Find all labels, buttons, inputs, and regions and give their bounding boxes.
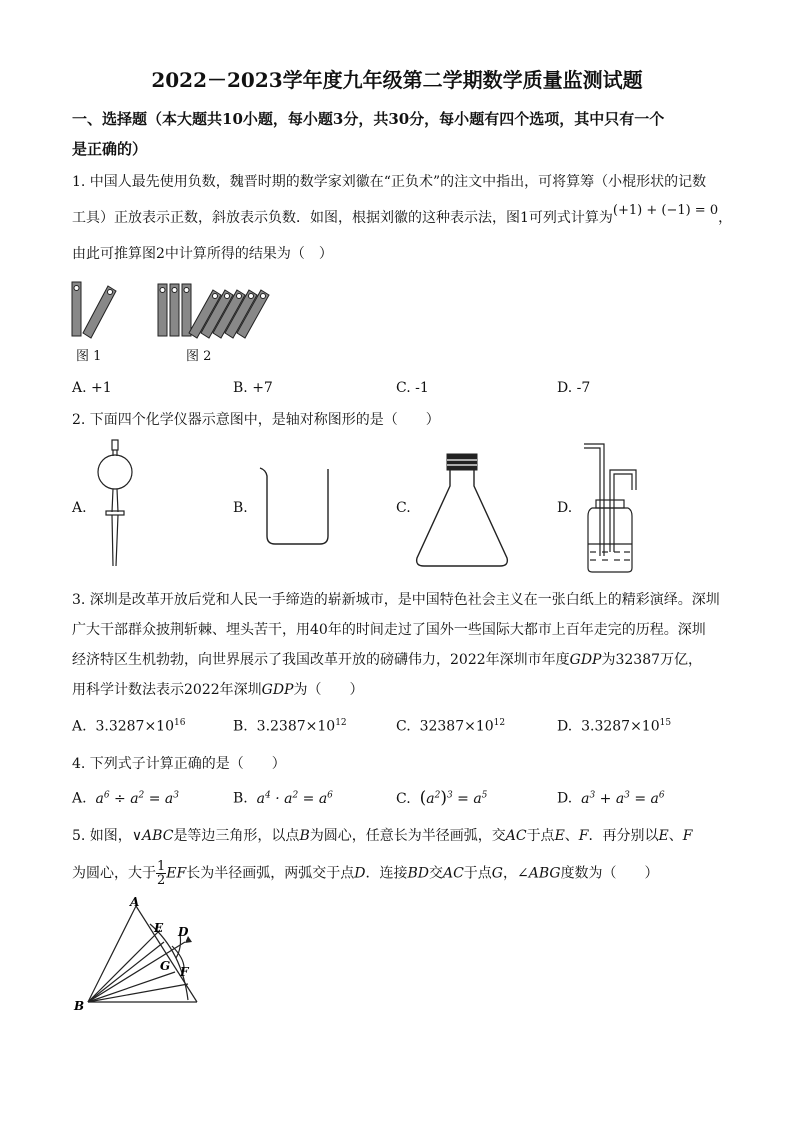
option-value: 32387×10 bbox=[419, 718, 494, 735]
q5-text: 、 bbox=[668, 828, 683, 844]
q3-line3-suffix: 为32387万亿， bbox=[601, 652, 703, 668]
q5-text: 度数为（ ） bbox=[560, 865, 659, 882]
counting-rods-figure bbox=[70, 278, 280, 344]
q3-line3 bbox=[72, 650, 702, 670]
q5-point: F bbox=[578, 828, 589, 844]
label-f: F bbox=[180, 965, 189, 979]
q4-option-b: B. $a^4 \cdot a^2 = a^6$ bbox=[233, 790, 333, 807]
q3-line2: 广大干部群众披荆斩棘、埋头苦干，用40年的时间走过了国外一些国际大都市上百年走完的历程。深圳 bbox=[72, 622, 706, 638]
q5-text: 为圆心，大于 bbox=[72, 865, 156, 882]
q1-option-b: B. +7 bbox=[233, 380, 273, 396]
q5-text: 长为半径画弧，两弧交于点 bbox=[186, 865, 355, 882]
q1-line3: 由此可推算图2中计算所得的结果为（ ） bbox=[72, 246, 333, 262]
conical-flask-illustration bbox=[412, 452, 512, 572]
q2-option-a: A. bbox=[72, 500, 87, 516]
q5-text: ．再分别以 bbox=[588, 828, 659, 844]
q3-option-b bbox=[233, 718, 347, 735]
q3-option-a bbox=[72, 718, 185, 735]
fig1-label: 图 1 bbox=[76, 349, 102, 364]
q4-option-a: A. $a^6 \div a^2 = a^3$ bbox=[72, 790, 179, 807]
section-header-line1: 一、选择题（本大题共10小题，每小题3分，共30分，每小题有四个选项，其中只有一个 bbox=[72, 110, 665, 128]
q5-point: G bbox=[491, 865, 503, 882]
fraction-denominator: 2 bbox=[157, 873, 166, 888]
q5-segment: AC bbox=[442, 865, 464, 882]
q5-point: D bbox=[354, 865, 366, 882]
fraction-numerator: 1 bbox=[157, 859, 166, 874]
q5-text: 5. 如图， bbox=[72, 828, 132, 844]
q5-text: 为圆心，任意长为半径画弧，交 bbox=[309, 828, 506, 844]
q5-text: ．连接 bbox=[365, 865, 408, 882]
q3-line1: 3. 深圳是改革开放后党和人民一手缔造的崭新城市，是中国特色社会主义在一张白纸上的精彩演绎。深圳 bbox=[72, 592, 720, 608]
gas-washing-bottle-illustration bbox=[580, 440, 640, 576]
option-value: 3.3287×10 bbox=[581, 718, 660, 735]
fig2-label: 图 2 bbox=[186, 349, 212, 364]
q5-text: 于点 bbox=[526, 828, 555, 844]
label-e: E bbox=[154, 921, 164, 935]
q2-line1: 2. 下面四个化学仪器示意图中，是轴对称图形的是（ ） bbox=[72, 412, 440, 428]
q1-equation: (+1) + (−1) = 0 bbox=[612, 203, 719, 218]
option-label: A. bbox=[72, 790, 87, 807]
q1-line2-text: 工具）正放表示正数，斜放表示负数．如图，根据刘徽的这种表示法，图1可列式计算为 bbox=[72, 210, 613, 226]
q4-line1: 4. 下列式子计算正确的是（ ） bbox=[72, 756, 286, 772]
q5-point: E bbox=[658, 828, 669, 844]
q1-option-d: D. -7 bbox=[557, 380, 591, 396]
q3-gdp: GDP bbox=[569, 652, 602, 668]
q1-line2-suffix: ， bbox=[718, 210, 733, 226]
label-b: B bbox=[74, 999, 85, 1013]
option-label: C. bbox=[396, 718, 411, 735]
separatory-funnel-illustration bbox=[96, 440, 136, 570]
label-d: D bbox=[178, 925, 189, 939]
option-label: D. bbox=[557, 718, 573, 735]
q5-point: F bbox=[682, 828, 693, 844]
q1-line1: 1. 中国人最先使用负数，魏晋时期的数学家刘徽在“正负术”的注文中指出，可将算筹（小棍形状的记数 bbox=[72, 174, 707, 190]
q3-line4 bbox=[72, 680, 363, 700]
q5-triangle: ∨ABC bbox=[131, 828, 174, 844]
q3-line3-text: 经济特区生机勃勃，向世界展示了我国改革开放的磅礴伟力，2022年深圳市年度 bbox=[72, 652, 570, 668]
q5-segment: BD bbox=[407, 865, 429, 882]
option-label: B. bbox=[233, 790, 248, 807]
q5-segment: EF bbox=[166, 865, 187, 882]
option-label: C. bbox=[396, 791, 411, 807]
q5-angle: ∠ABG bbox=[516, 865, 561, 882]
q5-point: E bbox=[554, 828, 565, 844]
q5-fraction bbox=[156, 860, 166, 887]
option-value: 3.3287×10 bbox=[95, 718, 174, 735]
option-label: B. bbox=[233, 718, 248, 735]
option-exponent: 12 bbox=[335, 718, 347, 728]
q1-option-a: A. +1 bbox=[72, 380, 112, 396]
q3-line4-suffix: 为（ ） bbox=[293, 682, 364, 698]
label-g: G bbox=[160, 959, 171, 973]
option-exponent: 12 bbox=[493, 718, 506, 728]
q5-text: ， bbox=[502, 865, 517, 882]
q2-option-b: B. bbox=[233, 500, 248, 516]
q2-option-c: C. bbox=[396, 500, 411, 516]
q3-option-d bbox=[557, 718, 671, 735]
option-exponent: 15 bbox=[659, 718, 672, 728]
q1-option-c: C. -1 bbox=[396, 380, 429, 396]
q1-line2 bbox=[72, 203, 733, 229]
option-label: A. bbox=[72, 718, 87, 735]
q3-line4-text: 用科学计数法表示2022年深圳 bbox=[72, 682, 262, 698]
q5-line2 bbox=[72, 860, 659, 887]
page-title: 2022－2023学年度九年级第二学期数学质量监测试题 bbox=[151, 68, 643, 92]
q5-text: 是等边三角形，以点 bbox=[173, 828, 300, 844]
q5-line1 bbox=[72, 826, 692, 846]
q5-point: B bbox=[299, 828, 310, 844]
triangle-construction-figure bbox=[72, 896, 212, 1012]
section-header-line2: 是正确的） bbox=[72, 140, 148, 158]
q4-option-d: D. $a^3 + a^3 = a^6$ bbox=[557, 790, 665, 807]
q3-gdp-2: GDP bbox=[261, 682, 294, 698]
label-a: A bbox=[130, 895, 140, 909]
option-label: D. bbox=[557, 790, 573, 807]
option-value: 3.2387×10 bbox=[256, 718, 336, 735]
q5-segment: AC bbox=[505, 828, 527, 844]
q5-text: 交 bbox=[428, 865, 443, 882]
beaker-illustration bbox=[258, 466, 334, 548]
q5-text: 、 bbox=[564, 828, 579, 844]
q4-option-c: C. $(a^2)^3 = a^5$ bbox=[396, 788, 488, 808]
q3-option-c bbox=[396, 718, 505, 735]
q2-option-d: D. bbox=[557, 500, 573, 516]
option-exponent: 16 bbox=[174, 718, 186, 728]
q5-text: 于点 bbox=[463, 865, 492, 882]
